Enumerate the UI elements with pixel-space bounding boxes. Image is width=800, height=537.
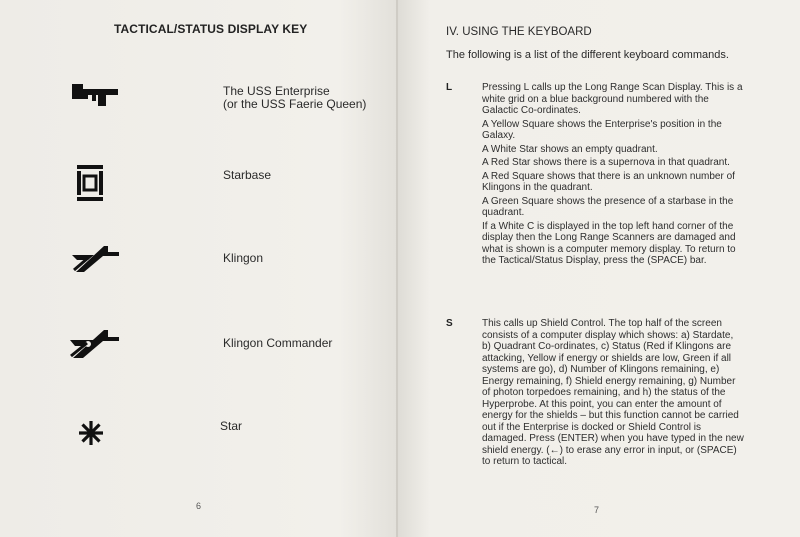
legend-label-line: The USS Enterprise [223, 84, 330, 98]
paragraph: A Yellow Square shows the Enterprise's position in the Galaxy. [482, 118, 722, 141]
command-key-l: L [446, 82, 453, 93]
intro-text: The following is a list of the different keyboard commands. [446, 49, 729, 61]
klingon-ship-icon [70, 246, 120, 272]
command-description-l [482, 82, 744, 269]
command-key-s: S [446, 318, 453, 329]
command-description-s [482, 318, 744, 470]
page-number: 7 [594, 505, 600, 515]
page-number: 6 [196, 501, 202, 511]
enterprise-ship-icon [70, 84, 120, 106]
legend-label-line: Klingon Commander [223, 336, 333, 350]
page-title: TACTICAL/STATUS DISPLAY KEY [114, 22, 308, 36]
legend-label-line: Klingon [223, 251, 264, 265]
left-page [0, 0, 398, 537]
klingon-commander-icon [68, 330, 120, 358]
legend-label-klingon [223, 252, 263, 265]
starbase-icon [76, 165, 104, 201]
legend-label-line: (or the USS Faerie Queen) [223, 97, 367, 111]
paragraph: This calls up Shield Control. The top half of the screen consists of a computer display which shows: a) Stardate, b) Quadrant Co-ordinates, c) Status (Red if Klingons are attacking, Yellow if energy or shields are low, Green if all systems are go), d) Number of Klingons remaining, e) Energy remaining, f) Shield energy remaining, g) Number of photon torpedoes remaining, and h) the status of the Hyperprobe. At this point, you can enter the amount of energy for the shields – but this function cannot be carried out if the Enterprise is docked or Shield Control is damaged. Press (ENTER) when you have typed in the new shield energy. (←) to erase any error in input, or (SPACE) to return to tactical. [482, 318, 744, 467]
paragraph: Pressing L calls up the Long Range Scan Display. This is a white grid on a blue background numbered with the Galactic Co-ordinates. [482, 82, 743, 116]
paragraph: If a White C is displayed in the top left hand corner of the display then the Long Range Scanners are damaged and what is shown is a computer memory display. To return to the Tactical/Status Display, press the (SPACE) bar. [482, 220, 736, 266]
legend-label-enterprise [223, 85, 366, 111]
paragraph: A Green Square shows the presence of a starbase in the quadrant. [482, 195, 734, 218]
legend-label-line: Starbase [223, 168, 272, 182]
legend-label-line: Star [220, 419, 243, 433]
section-heading: IV. USING THE KEYBOARD [446, 26, 592, 38]
paragraph: A Red Square shows that there is an unknown number of Klingons in the quadrant. [482, 170, 735, 193]
star-icon [78, 420, 104, 446]
paragraph: A Red Star shows there is a supernova in that quadrant. [482, 157, 730, 168]
legend-label-klingon-commander [223, 337, 332, 350]
paragraph: A White Star shows an empty quadrant. [482, 143, 658, 155]
legend-label-star [220, 420, 242, 433]
legend-label-starbase [223, 169, 271, 182]
